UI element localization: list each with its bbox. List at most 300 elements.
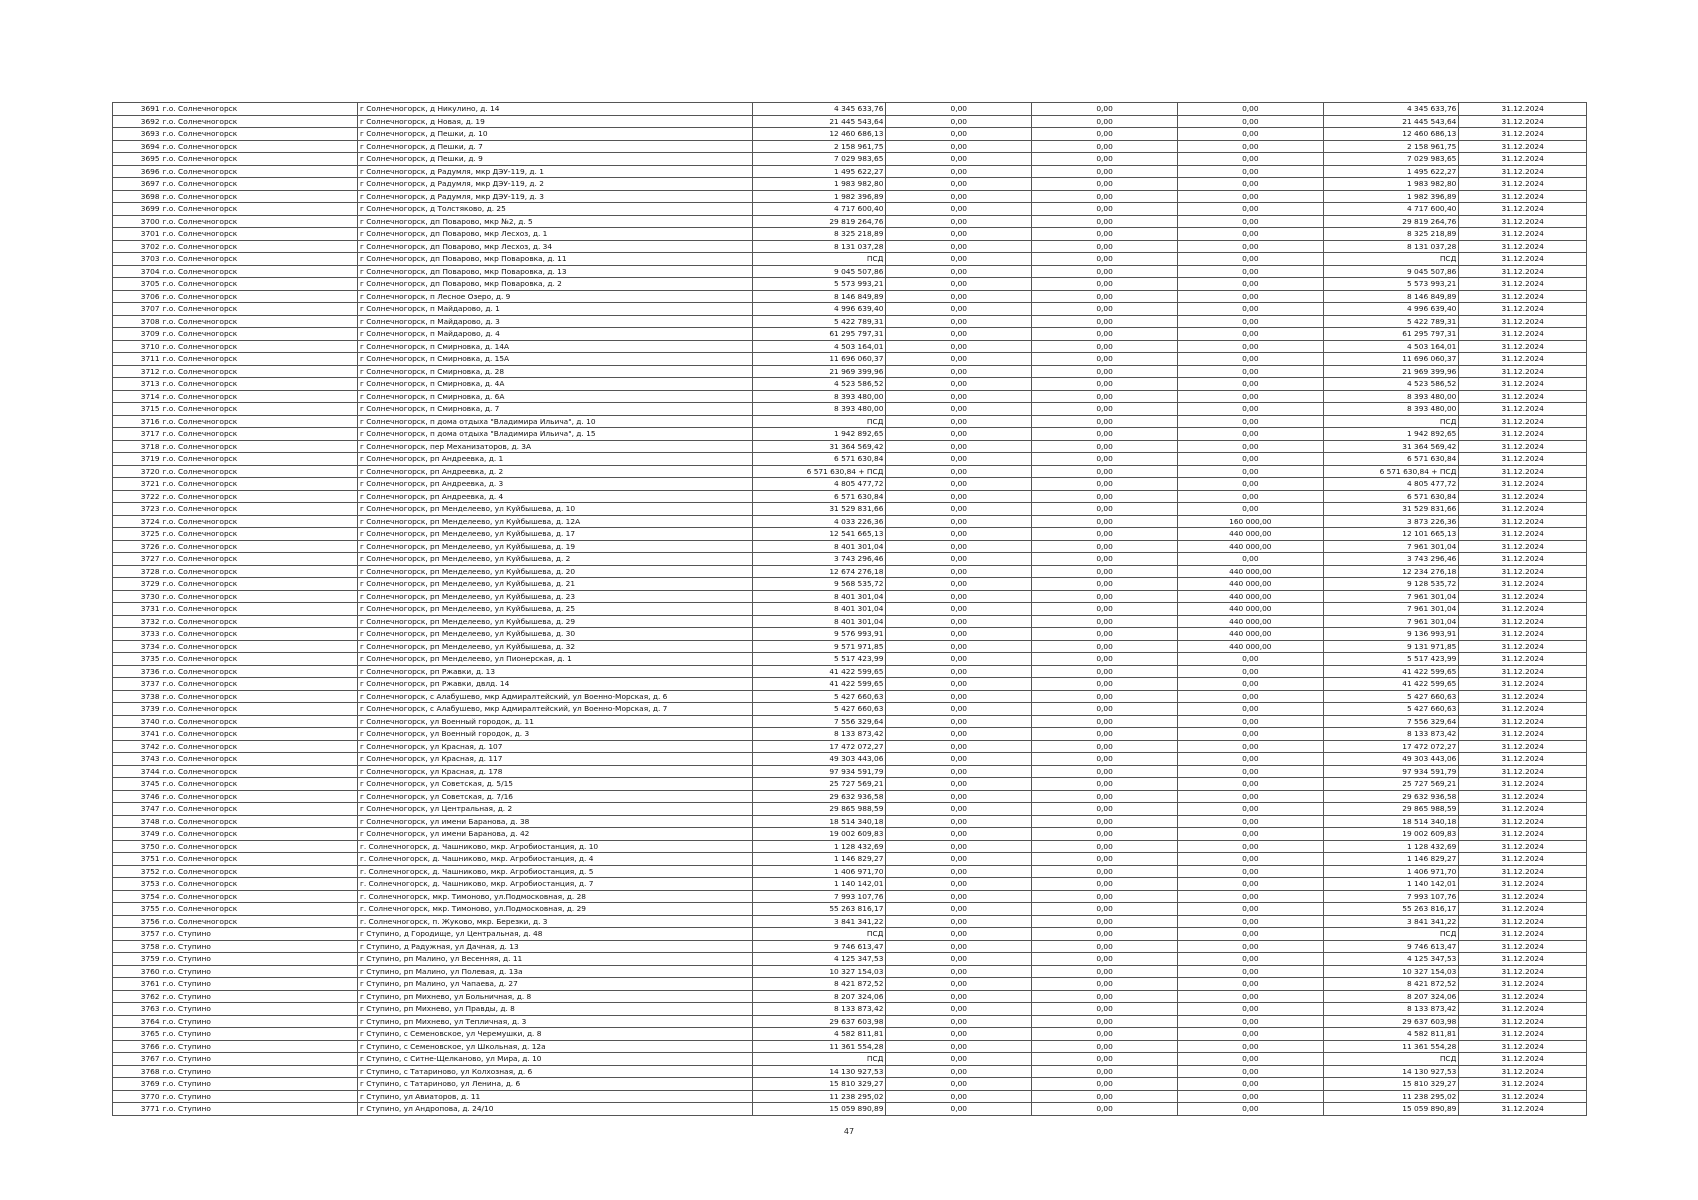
value-cell-2: 0,00 — [886, 203, 1032, 216]
value-cell-2: 0,00 — [886, 940, 1032, 953]
municipality-cell: г.о. Солнечногорск — [161, 365, 358, 378]
total-amount-cell: 7 961 301,04 — [1323, 590, 1459, 603]
amount-cell: 31 364 569,42 — [752, 440, 886, 453]
total-amount-cell: 9 136 993,91 — [1323, 628, 1459, 641]
date-cell: 31.12.2024 — [1459, 390, 1587, 403]
total-amount-cell: 25 727 569,21 — [1323, 778, 1459, 791]
municipality-cell: г.о. Ступино — [161, 1015, 358, 1028]
municipality-cell: г.о. Солнечногорск — [161, 878, 358, 891]
value-cell-3: 0,00 — [1032, 140, 1178, 153]
value-cell-4: 440 000,00 — [1177, 528, 1323, 541]
row-number: 3764 — [113, 1015, 161, 1028]
value-cell-2: 0,00 — [886, 740, 1032, 753]
total-amount-cell: 29 865 988,59 — [1323, 803, 1459, 816]
amount-cell: 8 401 301,04 — [752, 603, 886, 616]
amount-cell: 12 674 276,18 — [752, 565, 886, 578]
table-row — [113, 1090, 1587, 1103]
municipality-cell: г.о. Солнечногорск — [161, 653, 358, 666]
value-cell-4: 0,00 — [1177, 253, 1323, 266]
total-amount-cell: 61 295 797,31 — [1323, 328, 1459, 341]
value-cell-4: 0,00 — [1177, 890, 1323, 903]
value-cell-2: 0,00 — [886, 465, 1032, 478]
value-cell-2: 0,00 — [886, 240, 1032, 253]
value-cell-3: 0,00 — [1032, 103, 1178, 116]
value-cell-4: 0,00 — [1177, 365, 1323, 378]
total-amount-cell: 8 146 849,89 — [1323, 290, 1459, 303]
value-cell-4: 0,00 — [1177, 465, 1323, 478]
municipality-cell: г.о. Ступино — [161, 1053, 358, 1066]
row-number: 3699 — [113, 203, 161, 216]
address-cell: г Солнечногорск, д Пешки, д. 10 — [357, 128, 752, 141]
table-row — [113, 415, 1587, 428]
value-cell-4: 0,00 — [1177, 990, 1323, 1003]
amount-cell: 4 125 347,53 — [752, 953, 886, 966]
table-row — [113, 115, 1587, 128]
value-cell-2: 0,00 — [886, 603, 1032, 616]
address-cell: г. Солнечногорск, д. Чашниково, мкр. Агробиостанция, д. 4 — [357, 853, 752, 866]
amount-cell: 6 571 630,84 — [752, 490, 886, 503]
value-cell-4: 0,00 — [1177, 290, 1323, 303]
date-cell: 31.12.2024 — [1459, 240, 1587, 253]
value-cell-3: 0,00 — [1032, 765, 1178, 778]
row-number: 3771 — [113, 1103, 161, 1116]
table-row — [113, 340, 1587, 353]
table-row — [113, 890, 1587, 903]
address-cell: г Солнечногорск, с Алабушево, мкр Адмиралтейский, ул Военно-Морская, д. 6 — [357, 690, 752, 703]
value-cell-2: 0,00 — [886, 503, 1032, 516]
table-row — [113, 753, 1587, 766]
address-cell: г Солнечногорск, дп Поварово, мкр №2, д. 5 — [357, 215, 752, 228]
value-cell-3: 0,00 — [1032, 178, 1178, 191]
address-cell: г Солнечногорск, п Смирновка, д. 6А — [357, 390, 752, 403]
table-row — [113, 615, 1587, 628]
value-cell-2: 0,00 — [886, 328, 1032, 341]
municipality-cell: г.о. Солнечногорск — [161, 190, 358, 203]
value-cell-4: 0,00 — [1177, 1040, 1323, 1053]
row-number: 3766 — [113, 1040, 161, 1053]
value-cell-2: 0,00 — [886, 615, 1032, 628]
value-cell-3: 0,00 — [1032, 878, 1178, 891]
table-row — [113, 590, 1587, 603]
value-cell-2: 0,00 — [886, 115, 1032, 128]
row-number: 3749 — [113, 828, 161, 841]
amount-cell: 4 805 477,72 — [752, 478, 886, 491]
amount-cell: 4 996 639,40 — [752, 303, 886, 316]
municipality-cell: г.о. Солнечногорск — [161, 128, 358, 141]
row-number: 3760 — [113, 965, 161, 978]
value-cell-3: 0,00 — [1032, 115, 1178, 128]
total-amount-cell: 10 327 154,03 — [1323, 965, 1459, 978]
value-cell-3: 0,00 — [1032, 553, 1178, 566]
address-cell: г Солнечногорск, рп Менделеево, ул Куйбышева, д. 10 — [357, 503, 752, 516]
amount-cell: 12 541 665,13 — [752, 528, 886, 541]
table-row — [113, 503, 1587, 516]
row-number: 3743 — [113, 753, 161, 766]
address-cell: г Солнечногорск, п Смирновка, д. 4А — [357, 378, 752, 391]
address-cell: г Солнечногорск, рп Ржавки, двлд. 14 — [357, 678, 752, 691]
value-cell-3: 0,00 — [1032, 540, 1178, 553]
address-cell: г Солнечногорск, п Смирновка, д. 28 — [357, 365, 752, 378]
date-cell: 31.12.2024 — [1459, 440, 1587, 453]
amount-cell: 8 133 873,42 — [752, 1003, 886, 1016]
address-cell: г Солнечногорск, д Радумля, мкр ДЭУ-119, д. 3 — [357, 190, 752, 203]
amount-cell: 8 401 301,04 — [752, 615, 886, 628]
row-number: 3717 — [113, 428, 161, 441]
total-amount-cell: 3 873 226,36 — [1323, 515, 1459, 528]
municipality-cell: г.о. Солнечногорск — [161, 590, 358, 603]
value-cell-4: 440 000,00 — [1177, 640, 1323, 653]
address-cell: г Ступино, рп Малино, ул Чапаева, д. 27 — [357, 978, 752, 991]
date-cell: 31.12.2024 — [1459, 740, 1587, 753]
table-row — [113, 765, 1587, 778]
value-cell-4: 0,00 — [1177, 115, 1323, 128]
value-cell-4: 0,00 — [1177, 928, 1323, 941]
municipality-cell: г.о. Солнечногорск — [161, 715, 358, 728]
value-cell-3: 0,00 — [1032, 378, 1178, 391]
date-cell: 31.12.2024 — [1459, 278, 1587, 291]
value-cell-2: 0,00 — [886, 803, 1032, 816]
amount-cell: 61 295 797,31 — [752, 328, 886, 341]
date-cell: 31.12.2024 — [1459, 140, 1587, 153]
row-number: 3756 — [113, 915, 161, 928]
row-number: 3754 — [113, 890, 161, 903]
row-number: 3748 — [113, 815, 161, 828]
amount-cell: 29 632 936,58 — [752, 790, 886, 803]
total-amount-cell: 17 472 072,27 — [1323, 740, 1459, 753]
amount-cell: ПСД — [752, 1053, 886, 1066]
value-cell-3: 0,00 — [1032, 778, 1178, 791]
value-cell-3: 0,00 — [1032, 453, 1178, 466]
row-number: 3706 — [113, 290, 161, 303]
value-cell-3: 0,00 — [1032, 828, 1178, 841]
date-cell: 31.12.2024 — [1459, 990, 1587, 1003]
value-cell-3: 0,00 — [1032, 840, 1178, 853]
value-cell-4: 440 000,00 — [1177, 578, 1323, 591]
total-amount-cell: 1 495 622,27 — [1323, 165, 1459, 178]
total-amount-cell: 8 133 873,42 — [1323, 1003, 1459, 1016]
table-row — [113, 965, 1587, 978]
amount-cell: 1 128 432,69 — [752, 840, 886, 853]
value-cell-2: 0,00 — [886, 778, 1032, 791]
table-row — [113, 453, 1587, 466]
row-number: 3704 — [113, 265, 161, 278]
row-number: 3718 — [113, 440, 161, 453]
date-cell: 31.12.2024 — [1459, 640, 1587, 653]
address-cell: г Ступино, д Радужная, ул Дачная, д. 13 — [357, 940, 752, 953]
value-cell-4: 0,00 — [1177, 378, 1323, 391]
value-cell-2: 0,00 — [886, 303, 1032, 316]
date-cell: 31.12.2024 — [1459, 678, 1587, 691]
table-row — [113, 790, 1587, 803]
municipality-cell: г.о. Солнечногорск — [161, 215, 358, 228]
total-amount-cell: 11 361 554,28 — [1323, 1040, 1459, 1053]
table-row — [113, 940, 1587, 953]
row-number: 3711 — [113, 353, 161, 366]
address-cell: г Солнечногорск, д Радумля, мкр ДЭУ-119, д. 1 — [357, 165, 752, 178]
address-cell: г Солнечногорск, п Майдарово, д. 3 — [357, 315, 752, 328]
address-cell: г Солнечногорск, ул имени Баранова, д. 38 — [357, 815, 752, 828]
date-cell: 31.12.2024 — [1459, 790, 1587, 803]
value-cell-2: 0,00 — [886, 128, 1032, 141]
date-cell: 31.12.2024 — [1459, 453, 1587, 466]
municipality-cell: г.о. Ступино — [161, 1003, 358, 1016]
date-cell: 31.12.2024 — [1459, 178, 1587, 191]
municipality-cell: г.о. Солнечногорск — [161, 628, 358, 641]
value-cell-2: 0,00 — [886, 1103, 1032, 1116]
total-amount-cell: 5 427 660,63 — [1323, 690, 1459, 703]
table-row — [113, 1078, 1587, 1091]
row-number: 3745 — [113, 778, 161, 791]
date-cell: 31.12.2024 — [1459, 628, 1587, 641]
row-number: 3755 — [113, 903, 161, 916]
address-cell: г Солнечногорск, ул Советская, д. 5/15 — [357, 778, 752, 791]
value-cell-2: 0,00 — [886, 340, 1032, 353]
municipality-cell: г.о. Солнечногорск — [161, 728, 358, 741]
table-row — [113, 865, 1587, 878]
row-number: 3735 — [113, 653, 161, 666]
table-row — [113, 990, 1587, 1003]
total-amount-cell: 8 325 218,89 — [1323, 228, 1459, 241]
address-cell: г Солнечногорск, д Пешки, д. 9 — [357, 153, 752, 166]
table-row — [113, 653, 1587, 666]
municipality-cell: г.о. Ступино — [161, 1090, 358, 1103]
value-cell-4: 0,00 — [1177, 978, 1323, 991]
table-row — [113, 353, 1587, 366]
table-row — [113, 678, 1587, 691]
total-amount-cell: 11 696 060,37 — [1323, 353, 1459, 366]
total-amount-cell: ПСД — [1323, 1053, 1459, 1066]
address-cell: г Солнечногорск, рп Андреевка, д. 3 — [357, 478, 752, 491]
municipality-cell: г.о. Солнечногорск — [161, 478, 358, 491]
municipality-cell: г.о. Солнечногорск — [161, 178, 358, 191]
amount-cell: 8 401 301,04 — [752, 540, 886, 553]
date-cell: 31.12.2024 — [1459, 715, 1587, 728]
amount-cell: 4 345 633,76 — [752, 103, 886, 116]
table-row — [113, 103, 1587, 116]
address-cell: г Солнечногорск, п Смирновка, д. 14А — [357, 340, 752, 353]
total-amount-cell: 1 128 432,69 — [1323, 840, 1459, 853]
address-cell: г Солнечногорск, д Радумля, мкр ДЭУ-119, д. 2 — [357, 178, 752, 191]
address-cell: г Солнечногорск, рп Андреевка, д. 2 — [357, 465, 752, 478]
date-cell: 31.12.2024 — [1459, 603, 1587, 616]
date-cell: 31.12.2024 — [1459, 203, 1587, 216]
table-row — [113, 128, 1587, 141]
date-cell: 31.12.2024 — [1459, 515, 1587, 528]
address-cell: г Солнечногорск, п Лесное Озеро, д. 9 — [357, 290, 752, 303]
amount-cell: 8 207 324,06 — [752, 990, 886, 1003]
value-cell-2: 0,00 — [886, 1078, 1032, 1091]
row-number: 3700 — [113, 215, 161, 228]
municipality-cell: г.о. Солнечногорск — [161, 490, 358, 503]
value-cell-3: 0,00 — [1032, 365, 1178, 378]
municipality-cell: г.о. Солнечногорск — [161, 640, 358, 653]
table-row — [113, 915, 1587, 928]
value-cell-2: 0,00 — [886, 153, 1032, 166]
date-cell: 31.12.2024 — [1459, 465, 1587, 478]
value-cell-2: 0,00 — [886, 790, 1032, 803]
value-cell-2: 0,00 — [886, 353, 1032, 366]
value-cell-4: 440 000,00 — [1177, 628, 1323, 641]
value-cell-4: 0,00 — [1177, 315, 1323, 328]
value-cell-3: 0,00 — [1032, 728, 1178, 741]
value-cell-2: 0,00 — [886, 753, 1032, 766]
amount-cell: 55 263 816,17 — [752, 903, 886, 916]
value-cell-2: 0,00 — [886, 590, 1032, 603]
value-cell-4: 0,00 — [1177, 215, 1323, 228]
amount-cell: 7 029 983,65 — [752, 153, 886, 166]
municipality-cell: г.о. Солнечногорск — [161, 465, 358, 478]
value-cell-4: 0,00 — [1177, 165, 1323, 178]
value-cell-2: 0,00 — [886, 853, 1032, 866]
address-cell: г Солнечногорск, дп Поварово, мкр Поваровка, д. 13 — [357, 265, 752, 278]
total-amount-cell: 4 717 600,40 — [1323, 203, 1459, 216]
row-number: 3725 — [113, 528, 161, 541]
value-cell-2: 0,00 — [886, 278, 1032, 291]
municipality-cell: г.о. Солнечногорск — [161, 678, 358, 691]
row-number: 3715 — [113, 403, 161, 416]
address-cell: г Солнечногорск, рп Менделеево, ул Пионерская, д. 1 — [357, 653, 752, 666]
value-cell-3: 0,00 — [1032, 853, 1178, 866]
amount-cell: 3 743 296,46 — [752, 553, 886, 566]
municipality-cell: г.о. Солнечногорск — [161, 453, 358, 466]
total-amount-cell: 7 961 301,04 — [1323, 603, 1459, 616]
row-number: 3734 — [113, 640, 161, 653]
address-cell: г Солнечногорск, д Толстяково, д. 25 — [357, 203, 752, 216]
total-amount-cell: 4 523 586,52 — [1323, 378, 1459, 391]
address-cell: г. Солнечногорск, мкр. Тимоново, ул.Подмосковная, д. 28 — [357, 890, 752, 903]
value-cell-4: 0,00 — [1177, 915, 1323, 928]
table-row — [113, 928, 1587, 941]
value-cell-3: 0,00 — [1032, 128, 1178, 141]
value-cell-4: 0,00 — [1177, 178, 1323, 191]
value-cell-3: 0,00 — [1032, 315, 1178, 328]
value-cell-3: 0,00 — [1032, 253, 1178, 266]
value-cell-4: 0,00 — [1177, 753, 1323, 766]
date-cell: 31.12.2024 — [1459, 490, 1587, 503]
table-row — [113, 978, 1587, 991]
address-cell: г Солнечногорск, ул Военный городок, д. 11 — [357, 715, 752, 728]
amount-cell: 97 934 591,79 — [752, 765, 886, 778]
total-amount-cell: 1 406 971,70 — [1323, 865, 1459, 878]
row-number: 3703 — [113, 253, 161, 266]
date-cell: 31.12.2024 — [1459, 1040, 1587, 1053]
amount-cell: 4 582 811,81 — [752, 1028, 886, 1041]
value-cell-3: 0,00 — [1032, 328, 1178, 341]
amount-cell: 29 637 603,98 — [752, 1015, 886, 1028]
table-row — [113, 303, 1587, 316]
row-number: 3707 — [113, 303, 161, 316]
value-cell-4: 0,00 — [1177, 1003, 1323, 1016]
municipality-cell: г.о. Солнечногорск — [161, 865, 358, 878]
value-cell-4: 0,00 — [1177, 815, 1323, 828]
value-cell-2: 0,00 — [886, 628, 1032, 641]
date-cell: 31.12.2024 — [1459, 1090, 1587, 1103]
total-amount-cell: 9 045 507,86 — [1323, 265, 1459, 278]
municipality-cell: г.о. Солнечногорск — [161, 540, 358, 553]
value-cell-2: 0,00 — [886, 290, 1032, 303]
amount-cell: 11 361 554,28 — [752, 1040, 886, 1053]
row-number: 3733 — [113, 628, 161, 641]
amount-cell: 8 133 873,42 — [752, 728, 886, 741]
value-cell-4: 0,00 — [1177, 265, 1323, 278]
total-amount-cell: 3 841 341,22 — [1323, 915, 1459, 928]
table-body — [113, 103, 1587, 1116]
table-row — [113, 628, 1587, 641]
municipality-cell: г.о. Солнечногорск — [161, 528, 358, 541]
total-amount-cell: 15 810 329,27 — [1323, 1078, 1459, 1091]
table-row — [113, 640, 1587, 653]
date-cell: 31.12.2024 — [1459, 778, 1587, 791]
amount-cell: 41 422 599,65 — [752, 665, 886, 678]
amount-cell: 8 421 872,52 — [752, 978, 886, 991]
value-cell-3: 0,00 — [1032, 1103, 1178, 1116]
municipality-cell: г.о. Ступино — [161, 1028, 358, 1041]
value-cell-2: 0,00 — [886, 1053, 1032, 1066]
value-cell-4: 0,00 — [1177, 103, 1323, 116]
amount-cell: 1 942 892,65 — [752, 428, 886, 441]
municipality-cell: г.о. Солнечногорск — [161, 790, 358, 803]
value-cell-4: 440 000,00 — [1177, 540, 1323, 553]
amount-cell: 9 568 535,72 — [752, 578, 886, 591]
value-cell-4: 0,00 — [1177, 728, 1323, 741]
value-cell-4: 0,00 — [1177, 278, 1323, 291]
amount-cell: 25 727 569,21 — [752, 778, 886, 791]
total-amount-cell: 7 961 301,04 — [1323, 540, 1459, 553]
municipality-cell: г.о. Солнечногорск — [161, 253, 358, 266]
address-cell: г Солнечногорск, д Пешки, д. 7 — [357, 140, 752, 153]
value-cell-4: 0,00 — [1177, 790, 1323, 803]
address-cell: г Солнечногорск, пер Механизаторов, д. 3А — [357, 440, 752, 453]
address-cell: г Солнечногорск, ул Советская, д. 7/16 — [357, 790, 752, 803]
date-cell: 31.12.2024 — [1459, 378, 1587, 391]
total-amount-cell: 7 556 329,64 — [1323, 715, 1459, 728]
date-cell: 31.12.2024 — [1459, 565, 1587, 578]
address-cell: г Солнечногорск, п Смирновка, д. 7 — [357, 403, 752, 416]
address-cell: г. Солнечногорск, д. Чашниково, мкр. Агробиостанция, д. 5 — [357, 865, 752, 878]
value-cell-3: 0,00 — [1032, 965, 1178, 978]
municipality-cell: г.о. Ступино — [161, 990, 358, 1003]
total-amount-cell: 41 422 599,65 — [1323, 678, 1459, 691]
amount-cell: 7 993 107,76 — [752, 890, 886, 903]
value-cell-3: 0,00 — [1032, 715, 1178, 728]
amount-cell: 1 140 142,01 — [752, 878, 886, 891]
value-cell-2: 0,00 — [886, 1065, 1032, 1078]
date-cell: 31.12.2024 — [1459, 653, 1587, 666]
total-amount-cell: 14 130 927,53 — [1323, 1065, 1459, 1078]
municipality-cell: г.о. Солнечногорск — [161, 403, 358, 416]
value-cell-2: 0,00 — [886, 578, 1032, 591]
amount-cell: 19 002 609,83 — [752, 828, 886, 841]
total-amount-cell: 5 573 993,21 — [1323, 278, 1459, 291]
value-cell-2: 0,00 — [886, 653, 1032, 666]
table-row — [113, 153, 1587, 166]
total-amount-cell: 7 993 107,76 — [1323, 890, 1459, 903]
value-cell-3: 0,00 — [1032, 665, 1178, 678]
address-cell: г. Солнечногорск, д. Чашниково, мкр. Агробиостанция, д. 10 — [357, 840, 752, 853]
total-amount-cell: 1 982 396,89 — [1323, 190, 1459, 203]
table-row — [113, 1040, 1587, 1053]
amount-cell: 8 393 480,00 — [752, 390, 886, 403]
value-cell-4: 0,00 — [1177, 328, 1323, 341]
value-cell-3: 0,00 — [1032, 278, 1178, 291]
value-cell-2: 0,00 — [886, 315, 1032, 328]
value-cell-4: 0,00 — [1177, 703, 1323, 716]
total-amount-cell: 5 422 789,31 — [1323, 315, 1459, 328]
municipality-cell: г.о. Солнечногорск — [161, 515, 358, 528]
value-cell-4: 0,00 — [1177, 865, 1323, 878]
table-row — [113, 565, 1587, 578]
amount-cell: 21 445 543,64 — [752, 115, 886, 128]
